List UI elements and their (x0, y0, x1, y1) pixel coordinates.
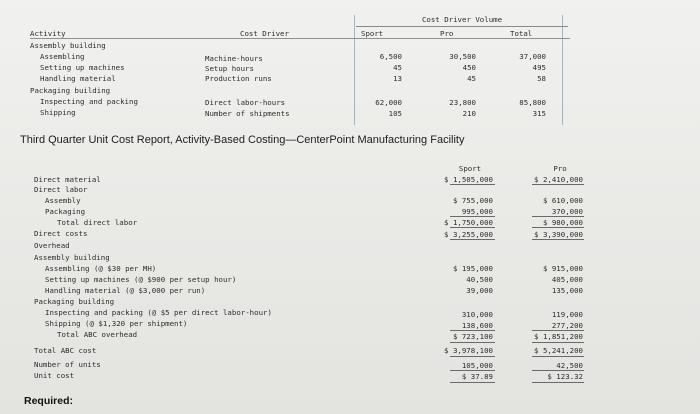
table-row-driver: Number of shipments (205, 109, 290, 118)
report-row-label: Shipping (@ $1,320 per shipment) (45, 319, 188, 328)
rule (532, 216, 584, 217)
rule (532, 184, 584, 185)
report-cell-sport: 995,000 (461, 207, 493, 216)
report-cell-pro: 135,000 (551, 286, 583, 295)
sport-column-header: Sport (361, 29, 384, 38)
report-row-label: Direct costs (34, 229, 88, 238)
report-cell-sport: $ 755,000 (452, 196, 493, 205)
rule (450, 330, 495, 331)
report-row-label: Assembly building (34, 253, 110, 262)
rule (450, 356, 495, 357)
table-row-label: Handling material (40, 74, 116, 83)
table-row-label: Shipping (40, 108, 76, 117)
report-cell-pro: $ 5,241,200 (534, 346, 583, 355)
table-cell-sport: 45 (393, 63, 402, 72)
report-row-label: Packaging building (34, 297, 115, 306)
group-header-rule (356, 26, 568, 27)
table-cell-pro: 450 (462, 63, 476, 72)
report-row-label: Assembly (45, 196, 81, 205)
report-cell-pro: $ 2,410,000 (534, 175, 583, 184)
rule (532, 330, 584, 331)
rule (532, 356, 584, 357)
report-cell-sport: $ 723,100 (452, 332, 493, 341)
table-cell-total: 58 (537, 74, 546, 83)
table-row-label: Inspecting and packing (40, 97, 138, 106)
table-row-label: Packaging building (30, 86, 111, 95)
report-cell-sport: 105,000 (461, 361, 493, 370)
report-row-label: Direct material (34, 175, 101, 184)
report-cell-sport: $ 1,750,000 (444, 218, 493, 227)
table-cell-sport: 62,000 (375, 98, 402, 107)
report-row-label: Total direct labor (57, 218, 138, 227)
rule (450, 342, 495, 343)
report-cell-sport: $ 1,505,000 (444, 175, 493, 184)
rule (450, 227, 495, 228)
table-row-driver: Direct labor-hours (205, 98, 286, 107)
rule (450, 370, 495, 371)
report-cell-sport: $ 37.89 (461, 372, 493, 381)
table-row-driver: Setup hours (205, 64, 254, 73)
report-cell-pro: 119,000 (551, 310, 583, 319)
report-row-label: Direct labor (34, 185, 88, 194)
report-cell-pro: 370,000 (551, 207, 583, 216)
rule (532, 239, 584, 240)
report-cell-sport: 138,600 (461, 321, 493, 330)
report-cell-pro: $ 1,851,200 (534, 332, 583, 341)
report-cell-pro: $ 980,000 (542, 218, 583, 227)
rule (450, 239, 495, 240)
table-cell-total: 315 (532, 109, 546, 118)
rule (532, 382, 584, 383)
rule (450, 184, 495, 185)
rule (450, 382, 495, 383)
report-cell-sport: 39,000 (466, 286, 493, 295)
group-header: Cost Driver Volume (421, 15, 503, 24)
report-cell-pro: $ 915,000 (542, 264, 583, 273)
report-cell-sport: 310,000 (461, 310, 493, 319)
report-row-label: Total ABC cost (34, 346, 97, 355)
report-row-label: Number of units (34, 360, 101, 369)
pro-column-header: Pro (440, 29, 454, 38)
report-cell-pro: $ 610,000 (542, 196, 583, 205)
table-cell-total: 85,800 (519, 98, 546, 107)
report-cell-sport: $ 195,000 (452, 264, 493, 273)
table-cell-sport: 105 (388, 109, 402, 118)
report-row-label: Inspecting and packing (@ $5 per direct labor-hour) (45, 308, 272, 317)
rule (450, 216, 495, 217)
report-row-label: Total ABC overhead (57, 330, 138, 339)
table-row-driver: Production runs (205, 74, 272, 83)
report-cell-pro: 405,000 (551, 275, 583, 284)
header-rule (30, 38, 570, 39)
total-column-header: Total (510, 29, 533, 38)
report-sport-header: Sport (458, 164, 482, 173)
table-cell-total: 37,000 (519, 52, 546, 61)
report-row-label: Overhead (34, 241, 70, 250)
required-heading: Required: (24, 395, 74, 407)
report-cell-sport: 40,500 (466, 275, 493, 284)
table-row-label: Setting up machines (40, 63, 125, 72)
report-title: Third Quarter Unit Cost Report, Activity-Based Costing—CenterPoint Manufacturing Facility (20, 134, 465, 146)
report-cell-pro: 277,200 (551, 321, 583, 330)
table-row-label: Assembly building (30, 41, 106, 50)
report-row-label: Unit cost (34, 371, 75, 380)
report-cell-pro: $ 3,390,000 (534, 230, 583, 239)
rule (532, 342, 584, 343)
table-cell-pro: 30,500 (449, 52, 476, 61)
activity-column-header: Activity (30, 29, 66, 38)
report-cell-pro: 42,500 (556, 361, 583, 370)
report-pro-header: Pro (553, 164, 567, 173)
table-cell-sport: 6,500 (379, 52, 402, 61)
table-cell-sport: 13 (393, 74, 402, 83)
report-row-label: Assembling (@ $30 per MH) (45, 264, 157, 273)
table-cell-pro: 210 (462, 109, 476, 118)
rule (532, 370, 584, 371)
rule (532, 227, 584, 228)
report-cell-pro: $ 123.32 (547, 372, 583, 381)
table-cell-pro: 45 (467, 74, 476, 83)
table-cell-total: 495 (532, 63, 546, 72)
table-row-label: Assembling (40, 52, 85, 61)
report-row-label: Setting up machines (@ $900 per setup hour) (45, 275, 237, 284)
table-row-driver: Machine-hours (205, 54, 263, 63)
report-cell-sport: $ 3,978,100 (444, 346, 493, 355)
report-row-label: Packaging (45, 207, 86, 216)
report-cell-sport: $ 3,255,000 (444, 230, 493, 239)
table-cell-pro: 23,800 (449, 98, 476, 107)
cost-driver-column-header: Cost Driver (240, 29, 289, 38)
report-row-label: Handling material (@ $3,000 per run) (45, 286, 206, 295)
